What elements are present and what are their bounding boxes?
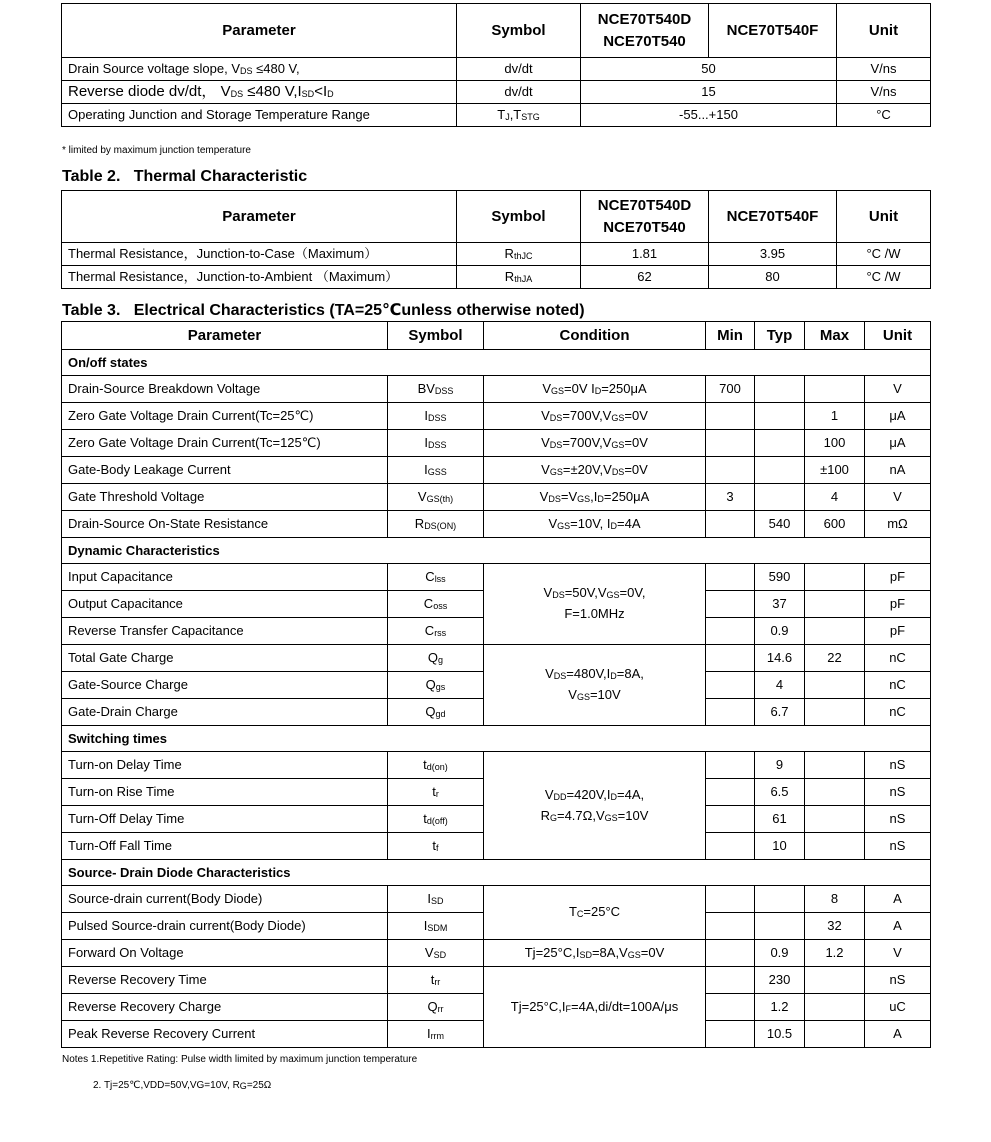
header-min: Min	[706, 322, 755, 350]
cell-typ: 61	[755, 806, 805, 833]
table2-title: Table 2. Thermal Characteristic	[62, 168, 308, 185]
table-row	[62, 81, 931, 104]
cell-min	[706, 591, 755, 618]
cell-max	[805, 591, 865, 618]
cell-typ: 14.6	[755, 645, 805, 672]
cell-condition: $Tj=25^\circ C,I_{SD}=8A,V_{GS}=0V$	[484, 940, 706, 967]
cell-typ: 6.7	[755, 699, 805, 726]
header-condition: Condition	[484, 322, 706, 350]
header-parameter: Parameter	[62, 4, 457, 58]
cell-symbol: $I_{DSS}$	[388, 430, 484, 457]
cell-value: -55...+150	[581, 104, 837, 127]
cell-typ: 230	[755, 967, 805, 994]
cell-max: 600	[805, 511, 865, 538]
cell-parameter: Forward On Voltage	[62, 940, 388, 967]
cell-max: ±100	[805, 457, 865, 484]
cell-condition: $V_{DS}=700V,V_{GS}=0V$	[484, 430, 706, 457]
cell-parameter: Output Capacitance	[62, 591, 388, 618]
header-nce70t540f: NCE70T540F	[709, 191, 837, 243]
cell-value: 50	[581, 58, 837, 81]
cell-symbol: $I_{SD}$	[388, 886, 484, 913]
cell-min	[706, 967, 755, 994]
cell-symbol: $t_r$	[388, 779, 484, 806]
cell-min	[706, 430, 755, 457]
cell-unit: nC	[865, 699, 931, 726]
section-row	[62, 538, 931, 564]
cell-symbol: $R_{thJC}$	[457, 243, 581, 266]
cell-parameter: Reverse Transfer Capacitance	[62, 618, 388, 645]
cell-unit: A	[865, 913, 931, 940]
cell-unit: μA	[865, 403, 931, 430]
header-nce70t540f: NCE70T540F	[709, 4, 837, 58]
table-row	[62, 376, 931, 403]
table-row	[62, 104, 931, 127]
cell-symbol: $I_{rrm}$	[388, 1021, 484, 1048]
cell-condition: $V_{DS}=480V,I_D=8A$, $V_{GS}=10V$	[484, 645, 706, 726]
header-symbol: Symbol	[457, 4, 581, 58]
table-row	[62, 511, 931, 538]
cell-unit: nS	[865, 806, 931, 833]
cell-parameter: Source-drain current(Body Diode)	[62, 886, 388, 913]
cell-condition: $V_{DS}=700V,V_{GS}=0V$	[484, 403, 706, 430]
cell-symbol: $I_{DSS}$	[388, 403, 484, 430]
cell-unit: °C /W	[837, 266, 931, 289]
table-row	[62, 243, 931, 266]
cell-symbol: $I_{GSS}$	[388, 457, 484, 484]
cell-typ	[755, 457, 805, 484]
cell-value-f: 3.95	[709, 243, 837, 266]
cell-condition: $V_{GS}=0V$ $I_D=250\mu A$	[484, 376, 706, 403]
cell-max	[805, 1021, 865, 1048]
cell-symbol: $Q_g$	[388, 645, 484, 672]
cell-parameter: Zero Gate Voltage Drain Current(Tc=125℃)	[62, 430, 388, 457]
cell-parameter: Turn-on Rise Time	[62, 779, 388, 806]
cell-value-d: 62	[581, 266, 709, 289]
cell-typ: 10	[755, 833, 805, 860]
cell-max	[805, 376, 865, 403]
cell-value-f: 80	[709, 266, 837, 289]
section-title: Source- Drain Diode Characteristics	[62, 860, 931, 886]
cell-symbol: $t_{d(on)}$	[388, 752, 484, 779]
cell-unit: V/ns	[837, 58, 931, 81]
cell-max	[805, 994, 865, 1021]
cell-max: 8	[805, 886, 865, 913]
cell-typ: 0.9	[755, 940, 805, 967]
cell-max	[805, 806, 865, 833]
section-row	[62, 726, 931, 752]
cell-parameter: Turn-Off Fall Time	[62, 833, 388, 860]
cell-parameter: Thermal Resistance，Junction-to-Ambient （Maximum）	[62, 266, 457, 289]
cell-typ	[755, 484, 805, 511]
cell-symbol: $Q_{gd}$	[388, 699, 484, 726]
cell-symbol: dv/dt	[457, 58, 581, 81]
cell-value: 15	[581, 81, 837, 104]
cell-min: 700	[706, 376, 755, 403]
cell-max	[805, 618, 865, 645]
cell-parameter: Reverse diode dv/dt， $V_{DS} \le 480$ $V,I_{SD}<I_D$	[62, 81, 457, 104]
cell-typ: 1.2	[755, 994, 805, 1021]
cell-min	[706, 645, 755, 672]
section-title: On/off states	[62, 350, 931, 376]
cell-parameter: Reverse Recovery Charge	[62, 994, 388, 1021]
cell-unit: A	[865, 1021, 931, 1048]
cell-symbol: $R_{DS(ON)}$	[388, 511, 484, 538]
cell-min	[706, 457, 755, 484]
cell-unit: pF	[865, 618, 931, 645]
cell-unit: pF	[865, 591, 931, 618]
header-max: Max	[805, 322, 865, 350]
table-row	[62, 58, 931, 81]
table-row	[62, 967, 931, 994]
cell-typ	[755, 376, 805, 403]
header-unit: Unit	[837, 191, 931, 243]
cell-typ: 10.5	[755, 1021, 805, 1048]
table-row	[62, 752, 931, 779]
cell-unit: °C	[837, 104, 931, 127]
cell-parameter: Gate-Body Leakage Current	[62, 457, 388, 484]
cell-parameter: Peak Reverse Recovery Current	[62, 1021, 388, 1048]
cell-min	[706, 779, 755, 806]
cell-typ: 590	[755, 564, 805, 591]
header-parameter: Parameter	[62, 191, 457, 243]
cell-max: 22	[805, 645, 865, 672]
cell-symbol: $C_{oss}$	[388, 591, 484, 618]
header-unit: Unit	[837, 4, 931, 58]
section-row	[62, 350, 931, 376]
cell-parameter: Drain-Source On-State Resistance	[62, 511, 388, 538]
table-thermal	[61, 190, 931, 289]
cell-min	[706, 699, 755, 726]
cell-min	[706, 940, 755, 967]
cell-typ: 540	[755, 511, 805, 538]
cell-min	[706, 886, 755, 913]
cell-unit: nS	[865, 752, 931, 779]
cell-parameter: Gate-Drain Charge	[62, 699, 388, 726]
cell-unit: nS	[865, 967, 931, 994]
cell-min	[706, 806, 755, 833]
cell-typ	[755, 430, 805, 457]
cell-symbol: $Q_{rr}$	[388, 994, 484, 1021]
cell-value-d: 1.81	[581, 243, 709, 266]
cell-unit: pF	[865, 564, 931, 591]
table-limits	[61, 3, 931, 127]
cell-min	[706, 403, 755, 430]
table-row	[62, 457, 931, 484]
cell-unit: μA	[865, 430, 931, 457]
cell-min	[706, 833, 755, 860]
cell-min	[706, 564, 755, 591]
header-unit: Unit	[865, 322, 931, 350]
header-typ: Typ	[755, 322, 805, 350]
cell-max: 1.2	[805, 940, 865, 967]
section-title: Switching times	[62, 726, 931, 752]
table-row	[62, 940, 931, 967]
cell-unit: mΩ	[865, 511, 931, 538]
cell-parameter: Operating Junction and Storage Temperature Range	[62, 104, 457, 127]
cell-unit: uC	[865, 994, 931, 1021]
cell-parameter: Turn-Off Delay Time	[62, 806, 388, 833]
header-nce70t540d: NCE70T540D NCE70T540	[581, 191, 709, 243]
cell-condition: $V_{DS}=V_{GS},I_D=250\mu A$	[484, 484, 706, 511]
cell-condition: $V_{GS}=10V$, $I_D=4A$	[484, 511, 706, 538]
table-row	[62, 484, 931, 511]
cell-min	[706, 672, 755, 699]
cell-unit: V	[865, 376, 931, 403]
cell-condition: $Tj=25^\circ C,I_F=4A,di/dt=100A/\mu s$	[484, 967, 706, 1048]
cell-unit: nC	[865, 645, 931, 672]
cell-max	[805, 833, 865, 860]
table-row	[62, 403, 931, 430]
cell-typ	[755, 403, 805, 430]
note-1: Notes 1.Repetitive Rating: Pulse width limited by maximum junction temperature	[62, 1054, 418, 1065]
note-2: 2. Tj=25℃,VDD=50V,VG=10V, $R_G=25\Omega$	[93, 1080, 272, 1091]
cell-symbol: $V_{SD}$	[388, 940, 484, 967]
cell-min	[706, 511, 755, 538]
cell-min	[706, 752, 755, 779]
cell-unit: V/ns	[837, 81, 931, 104]
cell-symbol: $t_{d(off)}$	[388, 806, 484, 833]
cell-max	[805, 699, 865, 726]
cell-min	[706, 913, 755, 940]
cell-unit: nC	[865, 672, 931, 699]
cell-symbol: $V_{GS(th)}$	[388, 484, 484, 511]
cell-max: 1	[805, 403, 865, 430]
cell-max	[805, 779, 865, 806]
cell-unit: V	[865, 940, 931, 967]
header-nce70t540d: NCE70T540D NCE70T540	[581, 4, 709, 58]
table3-title: Table 3. Electrical Characteristics (TA=25℃unless otherwise noted)	[62, 302, 585, 319]
cell-symbol: $Q_{gs}$	[388, 672, 484, 699]
cell-condition: $V_{DS}=50V,V_{GS}=0V$, F=1.0MHz	[484, 564, 706, 645]
cell-symbol: $R_{thJA}$	[457, 266, 581, 289]
cell-symbol: $t_{rr}$	[388, 967, 484, 994]
cell-max: 32	[805, 913, 865, 940]
cell-unit: nS	[865, 779, 931, 806]
cell-unit: A	[865, 886, 931, 913]
cell-parameter: Reverse Recovery Time	[62, 967, 388, 994]
cell-typ: 0.9	[755, 618, 805, 645]
cell-min	[706, 994, 755, 1021]
cell-condition: $V_{GS}=\pm 20V,V_{DS}=0V$	[484, 457, 706, 484]
section-row	[62, 860, 931, 886]
cell-symbol: $T_J,T_{STG}$	[457, 104, 581, 127]
cell-max: 4	[805, 484, 865, 511]
table-electrical	[61, 321, 931, 1048]
cell-symbol: $C_{rss}$	[388, 618, 484, 645]
cell-parameter: Thermal Resistance，Junction-to-Case（Maximum）	[62, 243, 457, 266]
cell-symbol: $t_f$	[388, 833, 484, 860]
header-symbol: Symbol	[388, 322, 484, 350]
cell-typ: 37	[755, 591, 805, 618]
cell-parameter: Total Gate Charge	[62, 645, 388, 672]
cell-parameter: Gate Threshold Voltage	[62, 484, 388, 511]
cell-typ: 6.5	[755, 779, 805, 806]
cell-condition: $T_C=25^\circ C$	[484, 886, 706, 940]
section-title: Dynamic Characteristics	[62, 538, 931, 564]
table-row	[62, 430, 931, 457]
cell-unit: nS	[865, 833, 931, 860]
cell-parameter: Drain-Source Breakdown Voltage	[62, 376, 388, 403]
cell-min: 3	[706, 484, 755, 511]
cell-unit: V	[865, 484, 931, 511]
table-row	[62, 564, 931, 591]
cell-symbol: dv/dt	[457, 81, 581, 104]
cell-symbol: $I_{SDM}$	[388, 913, 484, 940]
table-row	[62, 645, 931, 672]
cell-parameter: Zero Gate Voltage Drain Current(Tc=25℃)	[62, 403, 388, 430]
cell-min	[706, 1021, 755, 1048]
cell-condition: $V_{DD}=420V,I_D=4A$, $R_G=4.7\Omega,V_{GS}=10V$	[484, 752, 706, 860]
cell-parameter: Input Capacitance	[62, 564, 388, 591]
cell-max	[805, 967, 865, 994]
cell-parameter: Drain Source voltage slope, $V_{DS} \le 480$ V,	[62, 58, 457, 81]
cell-typ: 9	[755, 752, 805, 779]
header-parameter: Parameter	[62, 322, 388, 350]
cell-symbol: $BV_{DSS}$	[388, 376, 484, 403]
cell-min	[706, 618, 755, 645]
cell-max: 100	[805, 430, 865, 457]
cell-unit: nA	[865, 457, 931, 484]
table-row	[62, 886, 931, 913]
cell-typ: 4	[755, 672, 805, 699]
cell-max	[805, 672, 865, 699]
cell-parameter: Pulsed Source-drain current(Body Diode)	[62, 913, 388, 940]
cell-symbol: $C_{lss}$	[388, 564, 484, 591]
header-symbol: Symbol	[457, 191, 581, 243]
cell-parameter: Gate-Source Charge	[62, 672, 388, 699]
cell-typ	[755, 913, 805, 940]
cell-max	[805, 564, 865, 591]
footnote-limited: * limited by maximum junction temperature	[62, 145, 251, 156]
table-row	[62, 266, 931, 289]
cell-typ	[755, 886, 805, 913]
cell-unit: °C /W	[837, 243, 931, 266]
cell-parameter: Turn-on Delay Time	[62, 752, 388, 779]
cell-max	[805, 752, 865, 779]
